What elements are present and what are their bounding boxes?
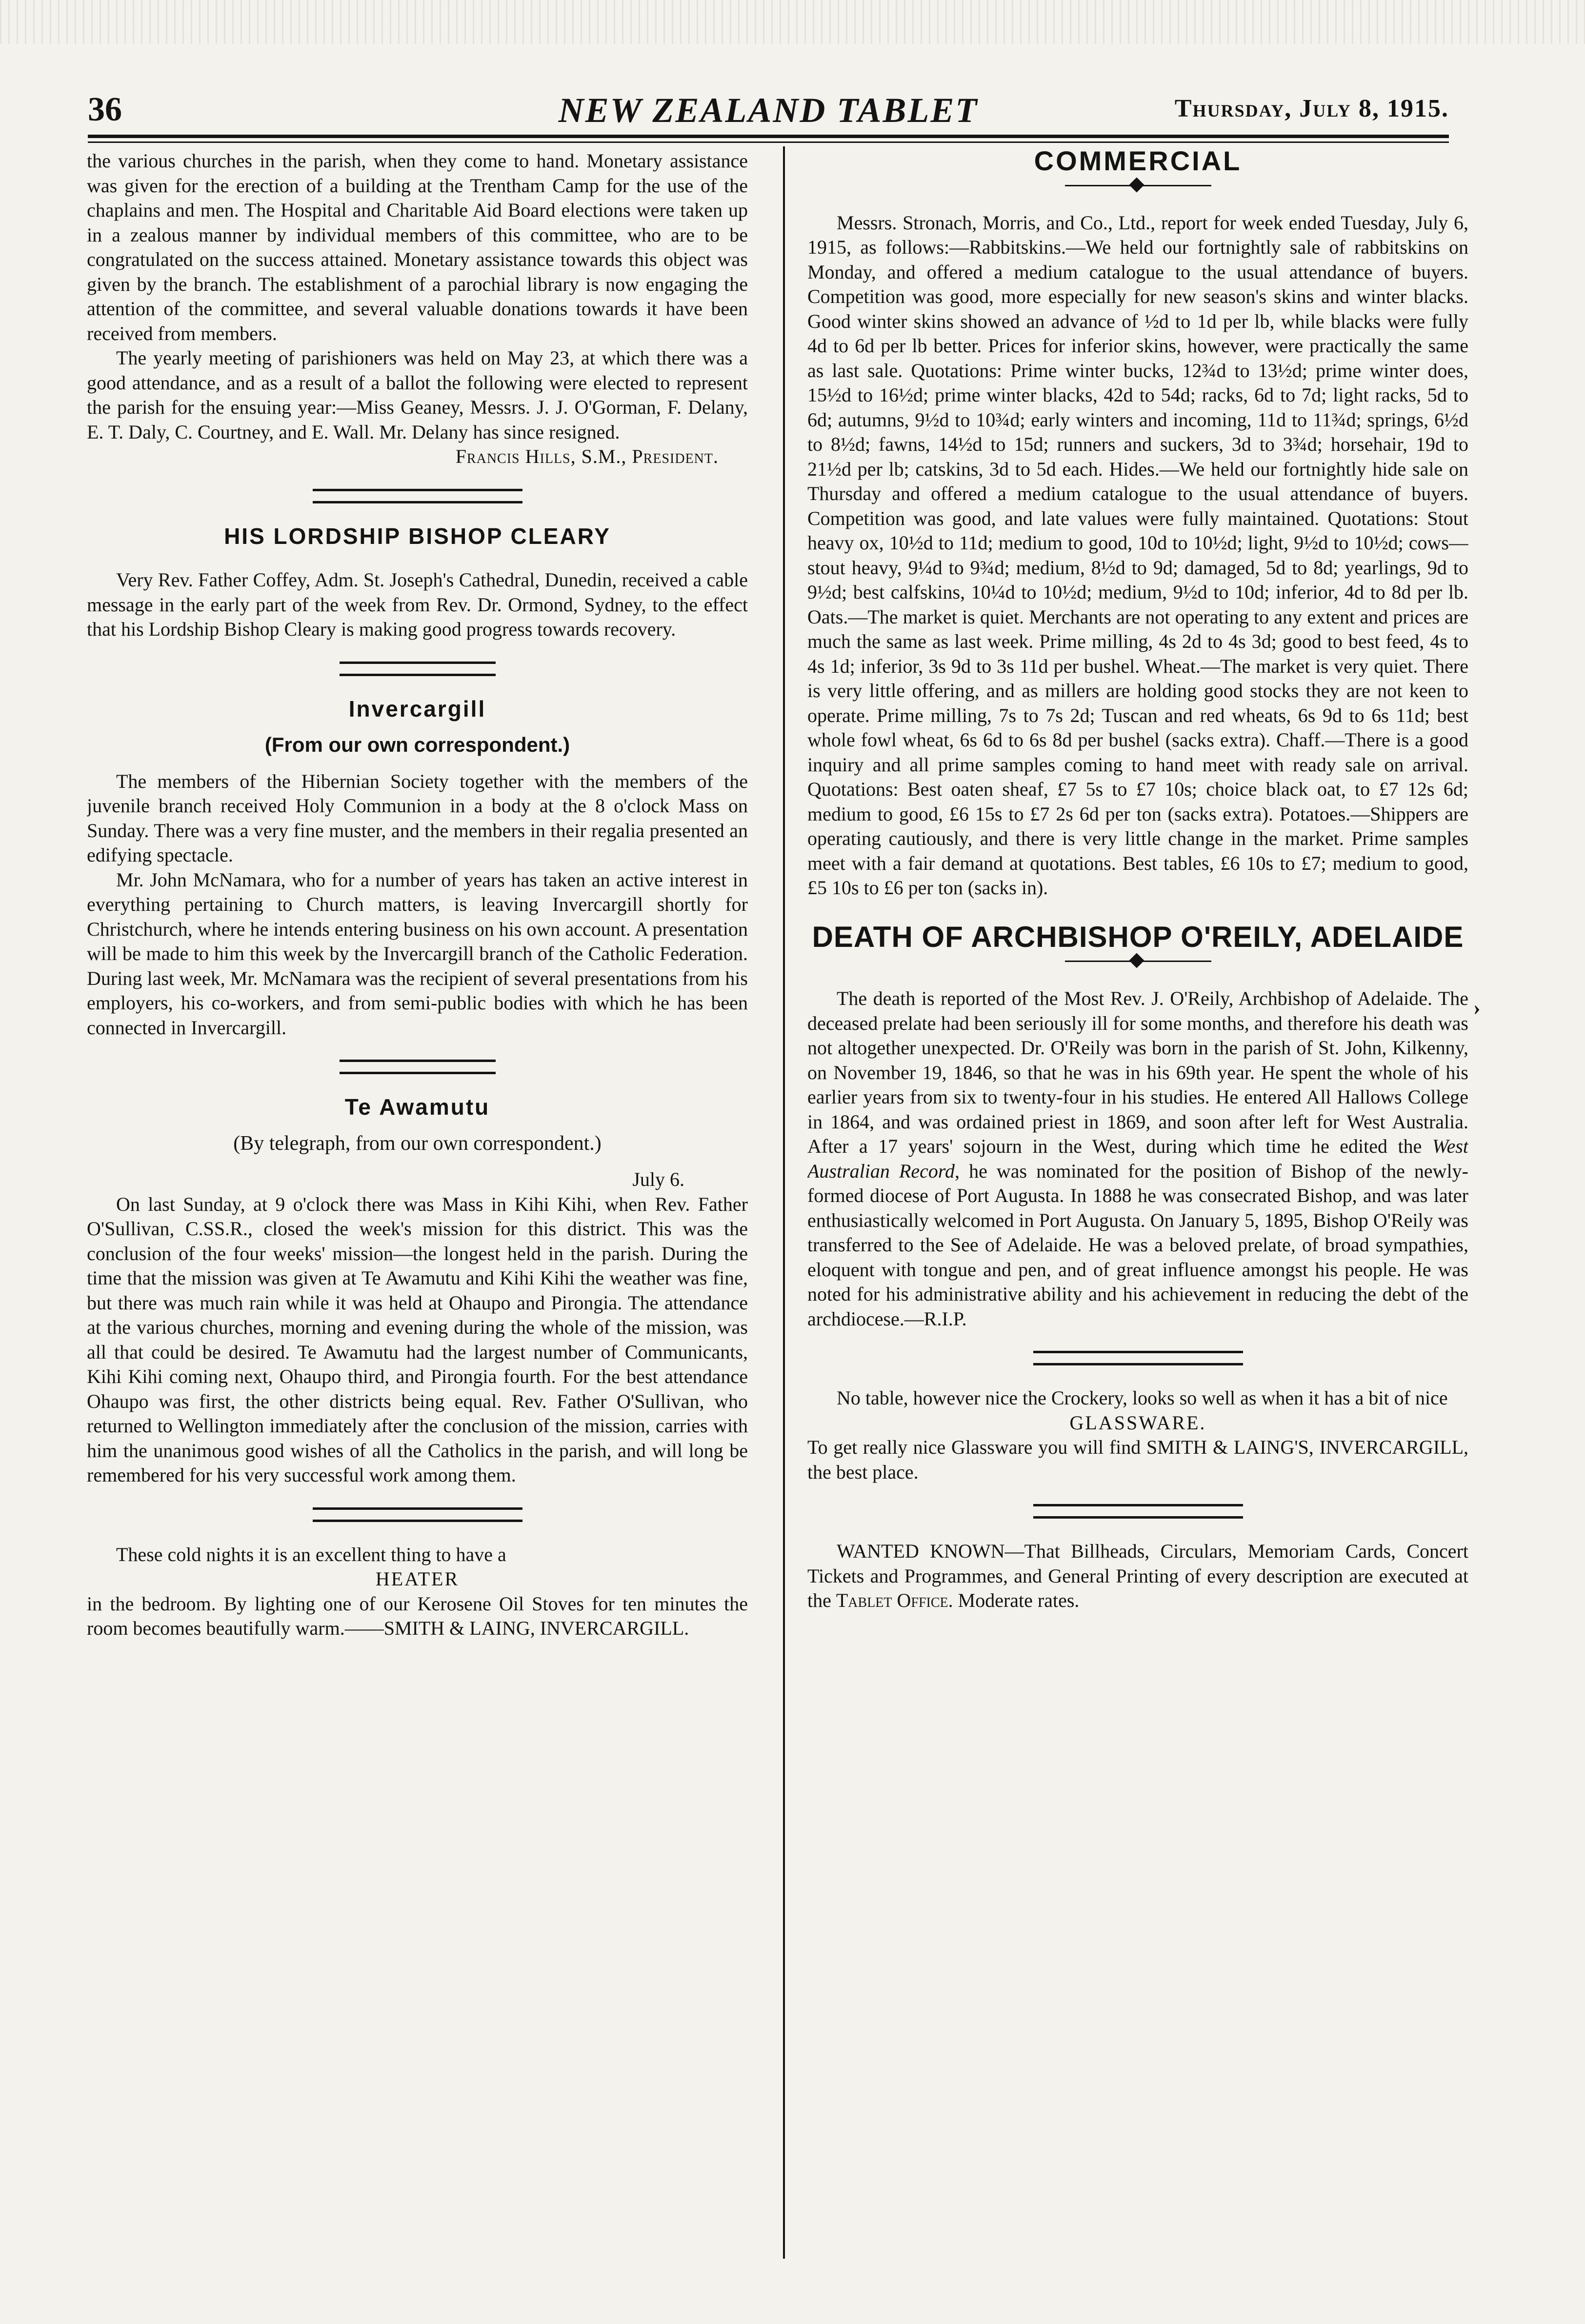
- text-run: WANTED KNOWN—That Billheads, Circulars, Memoriam Cards, Concert Tickets and Programmes, and General Printing of every description are executed at the: [807, 1540, 1468, 1611]
- article-paragraph: The members of the Hibernian Society together with the members of the juvenile branch received Holy Communion in a body at the 8 o'clock Mass on Sunday. There was a very fine muster, and the members in their regalia presented an edifying spectacle.: [87, 770, 748, 866]
- page-header: [88, 90, 1449, 129]
- heading-ornament: [1065, 954, 1211, 969]
- ad-text: These cold nights it is an excellent thing to have a: [116, 1543, 506, 1565]
- section-rule: [313, 1507, 522, 1522]
- ad-text: No table, however nice the Crockery, looks so well as when it has a bit of nice: [837, 1387, 1448, 1409]
- article-paragraph: On last Sunday, at 9 o'clock there was Mass in Kihi Kihi, when Rev. Father O'Sullivan, C.SS.R., closed the week's mission for this district. This was the conclusion of the four weeks' mission—the longest held in the parish. During the time that the mission was given at Te Awamutu and Kihi Kihi the weather was fine, but there was much rain while it was held at Ohaupo and Pirongia. The attendance at the various churches, morning and evening during the whole of the mission, was all that could be desired. Te Awamutu had the largest number of Communicants, Kihi Kihi coming next, Ohaupo third, and Pirongia fourth. For the best attendance Ohaupo was first, the other districts being equal. Rev. Father O'Sullivan, who returned to Wellington immediately after the conclusion of the mission, carries with him the unanimous good wishes of all the Catholics in the parish, and will long be remembered for his very successful work among them.: [87, 1193, 748, 1486]
- section-rule: [1033, 1351, 1243, 1365]
- ad-text: in the bedroom. By lighting one of our Kerosene Oil Stoves for ten minutes the room becomes beautifully warm.——SMITH & LAING, INVERCARGILL.: [87, 1592, 748, 1639]
- section-rule: [340, 1060, 496, 1074]
- dateline: July 6.: [632, 1168, 684, 1190]
- article-paragraph: Very Rev. Father Coffey, Adm. St. Joseph's Cathedral, Dunedin, received a cable message in the early part of the week from Rev. Dr. Ormond, Sydney, to the effect that his Lordship Bishop Cleary is making good progress towards recovery.: [87, 569, 748, 640]
- subheading-correspondent: (From our own correspondent.): [264, 733, 570, 756]
- text-run: The death is reported of the Most Rev. J. O'Reily, Archbishop of Adelaide. The deceased prelate had been seriously ill for some months, and therefore his death was not altogether unexpected. Dr. O'Reily was born in the parish of St. John, Kilkenny, on November 19, 1846, so that he was in his 69th year. He spent the whole of his earlier years from six to twenty-four in his studies. He entered All Hallows College in 1864, and was ordained priest in 1869, and soon after left for West Australia. After a 17 years' sojourn in the West, during which time he edited the: [807, 987, 1468, 1157]
- article-paragraph: Mr. John McNamara, who for a number of years has taken an active interest in everything pertaining to Church matters, is leaving Invercargill shortly for Christchurch, where he intends entering business on his own account. A presentation will be made to him this week by the Invercargill branch of the Catholic Federation. During last week, Mr. McNamara was the recipient of several presentations from his employers, his co-workers, and from semi-public bodies with which he has been connected in Invercargill.: [87, 868, 748, 1039]
- issue-date: Thursday, July 8, 1915.: [1174, 95, 1449, 122]
- newspaper-title: West Australian Record: [807, 1135, 1468, 1182]
- subheading-telegraph: (By telegraph, from our own correspondent.): [233, 1132, 602, 1155]
- margin-arrow-icon: ›: [1473, 996, 1481, 1020]
- ad-keyword: HEATER: [375, 1568, 460, 1590]
- heading-commercial: COMMERCIAL: [1034, 149, 1242, 176]
- signature: Francis Hills, S.M., President.: [455, 445, 719, 467]
- glassware-advertisement: [807, 1386, 1468, 1484]
- right-column: [807, 149, 1468, 2266]
- heading-ornament: [1065, 179, 1211, 193]
- ad-text: To get really nice Glassware you will find SMITH & LAING'S, INVERCARGILL, the best place.: [807, 1436, 1468, 1483]
- section-rule: [313, 489, 522, 503]
- text-run: , he was nominated for the position of Bishop of the newly-formed diocese of Port Augusta. In 1888 he was consecrated Bishop, and was later enthusiastically welcomed in Port Augusta. On January 5, 1895, Bishop O'Reily was transferred to the See of Adelaide. He was a beloved prelate, of broad sympathies, eloquent with tongue and pen, and of great influence amongst his people. He was noted for his administrative ability and his achievement in reducing the debt of the archdiocese.—R.I.P.: [807, 1160, 1468, 1330]
- header-rule: [88, 135, 1449, 138]
- article-paragraph: Messrs. Stronach, Morris, and Co., Ltd., report for week ended Tuesday, July 6, 1915, as follows:—Rabbitskins.—We held our fortnightly sale of rabbitskins on Monday, and offered a medium catalogue to the usual attendance of buyers. Competition was good, more especially for new season's skins and winter blacks. Good winter skins showed an advance of ½d to 1d per lb, while blacks were fully 4d to 6d per lb better. Prices for inferior skins, however, were practically the same as last sale. Quotations: Prime winter bucks, 12¾d to 13½d; prime winter does, 15½d to 16½d; prime winter blacks, 42d to 54d; racks, 6d to 7d; light racks, 5d to 6d; autumns, 9½d to 10¾d; early winters and incoming, 11d to 11¾d; springs, 6½d to 8½d; fawns, 14½d to 15d; runners and suckers, 3d to 3¾d; horsehair, 19d to 21½d per lb; catskins, 3d to 5d each. Hides.—We held our fortnightly hide sale on Thursday and offered a medium catalogue to the usual attendance of buyers. Competition was good, and late values were fully maintained. Quotations: Stout heavy ox, 10½d to 11d; medium to good, 10d to 10½d; light, 9½d to 10½d; cows—stout heavy, 9¼d to 9¾d; medium, 8½d to 9d; damaged, 5d to 8d; yearlings, 9d to 9½d; best calfskins, 10¼d to 10½d; medium, 9½d to 10d; inferior, 4d to 8d per lb. Oats.—The market is quiet. Merchants are not operating to any extent and prices are much the same as last week. Prime milling, 4s 2d to 4s 3d; good to best feed, 4s to 4s 1d; inferior, 3s 9d to 3s 11d per bushel. Wheat.—The market is very quiet. There is very little offering, and as millers are holding good stocks they are not keen to operate. Prime milling, 7s to 7s 2d; Tuscan and red wheats, 6s 9d to 6s 11d; best whole fowl wheat, 6s 6d to 6s 8d per bushel (sacks extra). Chaff.—There is a good inquiry and all prime samples coming to hand meet with ready sale on arrival. Quotations: Best oaten sheaf, £7 5s to £7 10s; choice black oat, to £7 12s 6d; medium to good, £6 15s to £7 2s 6d per ton (sacks extra). Potatoes.—Shippers are operating cautiously, and there is very little change in the market. Prime samples meet with a fair demand at quotations. Best tables, £6 10s to £7; medium to good, £5 10s to £6 per ton (sacks in).: [807, 211, 1468, 899]
- wanted-known-notice: [807, 1539, 1468, 1613]
- scan-noise: [0, 0, 1585, 44]
- article-paragraph: [807, 986, 1468, 1331]
- article-continuation: the various churches in the parish, when they come to hand. Monetary assistance was given for the erection of a building at the Trentham Camp for the use of the chaplains and men. The Hospital and Charitable Aid Board elections were taken up in a zealous manner by individual members of this committee, who are to be congratulated on the success attained. Monetary assistance towards this object was given by the branch. The establishment of a parochial library is now engaging the attention of the committee, and several valuable donations towards it have been received from members.: [87, 150, 748, 344]
- office-name: Tablet Office: [836, 1589, 948, 1611]
- section-rule: [1033, 1504, 1243, 1519]
- heading-bishop-cleary: HIS LORDSHIP BISHOP CLEARY: [224, 523, 611, 549]
- text-run: . Moderate rates.: [948, 1589, 1080, 1611]
- article-paragraph: The yearly meeting of parishioners was held on May 23, at which there was a good attendance, and as a result of a ballot the following were elected to represent the parish for the ensuing year:—Miss Geaney, Messrs. J. J. O'Gorman, F. Delany, E. T. Daly, C. Courtney, and E. Wall. Mr. Delany has since resigned.: [87, 347, 748, 443]
- left-column: [87, 149, 748, 2266]
- heading-te-awamutu: Te Awamutu: [344, 1094, 490, 1120]
- ad-keyword: GLASSWARE.: [1069, 1411, 1206, 1434]
- page-number: 36: [88, 91, 122, 128]
- heater-advertisement: [87, 1543, 748, 1641]
- section-rule: [340, 661, 496, 676]
- header-rule-thin: [88, 141, 1449, 143]
- column-divider: [783, 146, 785, 2259]
- heading-archbishop-oreily: DEATH OF ARCHBISHOP O'REILY, ADELAIDE: [812, 920, 1464, 953]
- masthead: NEW ZEALAND TABLET: [558, 91, 979, 130]
- heading-invercargill: Invercargill: [348, 696, 486, 721]
